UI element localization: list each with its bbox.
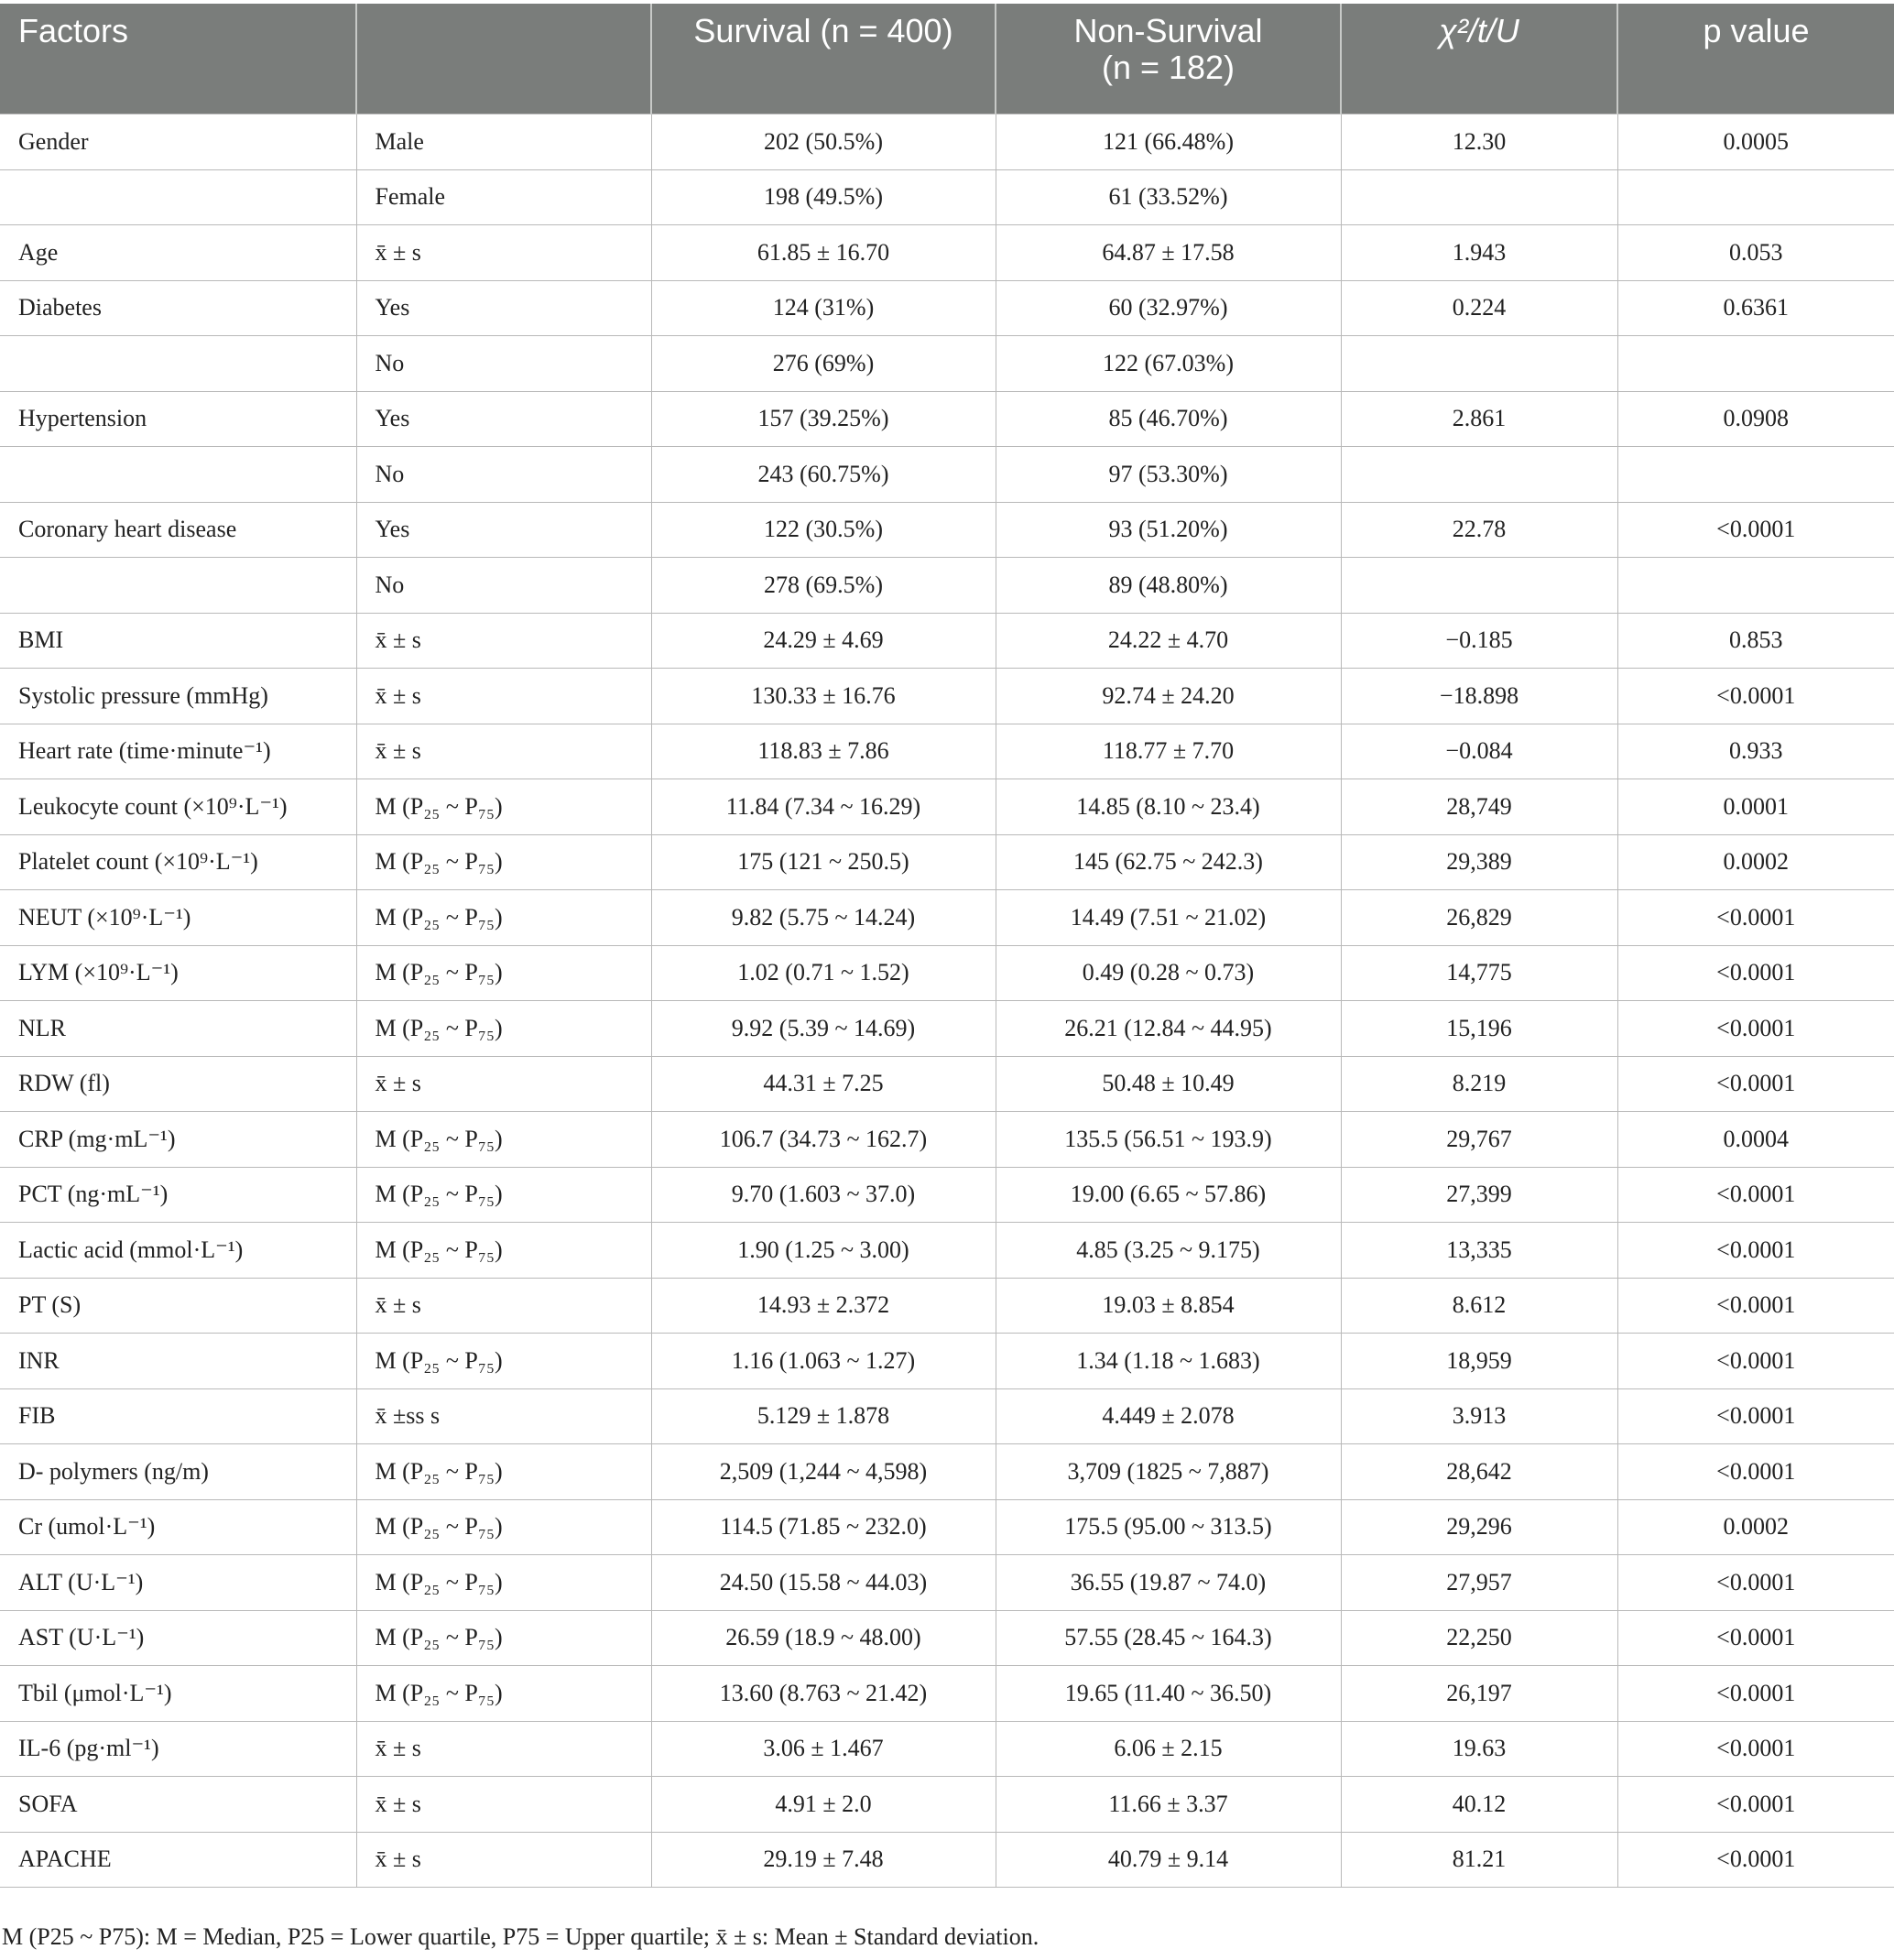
statistic-cell: 1.943 bbox=[1341, 225, 1617, 281]
factor-cell: PT (S) bbox=[0, 1278, 356, 1334]
factor-cell: D- polymers (ng/m) bbox=[0, 1444, 356, 1500]
statistic-cell: 0.224 bbox=[1341, 280, 1617, 336]
p-value-cell: <0.0001 bbox=[1617, 502, 1894, 558]
p-value-cell: 0.0908 bbox=[1617, 391, 1894, 447]
statistic-cell: 12.30 bbox=[1341, 114, 1617, 170]
measure-cell: M (P₂₅ ~ P₇₅) bbox=[356, 1223, 651, 1279]
survival-cell: 2,509 (1,244 ~ 4,598) bbox=[651, 1444, 996, 1500]
factor-cell: NEUT (×10⁹·L⁻¹) bbox=[0, 890, 356, 946]
p-value-cell: 0.0002 bbox=[1617, 1499, 1894, 1555]
statistic-cell bbox=[1341, 169, 1617, 225]
header-non-survival-line1: Non-Survival bbox=[1073, 12, 1263, 49]
table-row bbox=[0, 613, 1894, 669]
table-row bbox=[0, 779, 1894, 835]
factor-cell: Systolic pressure (mmHg) bbox=[0, 669, 356, 724]
measure-cell: Yes bbox=[356, 280, 651, 336]
table-row bbox=[0, 225, 1894, 281]
p-value-cell bbox=[1617, 336, 1894, 392]
statistic-cell: −0.084 bbox=[1341, 724, 1617, 779]
table-row bbox=[0, 1056, 1894, 1112]
table-row bbox=[0, 1223, 1894, 1279]
non-survival-cell: 145 (62.75 ~ 242.3) bbox=[996, 834, 1341, 890]
non-survival-cell: 1.34 (1.18 ~ 1.683) bbox=[996, 1334, 1341, 1389]
table-row bbox=[0, 502, 1894, 558]
p-value-cell: <0.0001 bbox=[1617, 1056, 1894, 1112]
statistic-cell: 26,829 bbox=[1341, 890, 1617, 946]
non-survival-cell: 4.85 (3.25 ~ 9.175) bbox=[996, 1223, 1341, 1279]
non-survival-cell: 3,709 (1825 ~ 7,887) bbox=[996, 1444, 1341, 1500]
survival-cell: 1.90 (1.25 ~ 3.00) bbox=[651, 1223, 996, 1279]
measure-cell: Yes bbox=[356, 502, 651, 558]
non-survival-cell: 0.49 (0.28 ~ 0.73) bbox=[996, 945, 1341, 1001]
p-value-cell: <0.0001 bbox=[1617, 1167, 1894, 1223]
p-value-cell: <0.0001 bbox=[1617, 1777, 1894, 1833]
statistic-cell: 2.861 bbox=[1341, 391, 1617, 447]
table-row bbox=[0, 834, 1894, 890]
p-value-cell: <0.0001 bbox=[1617, 1444, 1894, 1500]
table-row bbox=[0, 1278, 1894, 1334]
survival-cell: 1.16 (1.063 ~ 1.27) bbox=[651, 1334, 996, 1389]
table-row bbox=[0, 1388, 1894, 1444]
survival-cell: 202 (50.5%) bbox=[651, 114, 996, 170]
non-survival-cell: 19.03 ± 8.854 bbox=[996, 1278, 1341, 1334]
table-row bbox=[0, 1444, 1894, 1500]
measure-cell: M (P₂₅ ~ P₇₅) bbox=[356, 1499, 651, 1555]
factor-cell: Age bbox=[0, 225, 356, 281]
factor-cell: NLR bbox=[0, 1001, 356, 1057]
measure-cell: M (P₂₅ ~ P₇₅) bbox=[356, 890, 651, 946]
table-row bbox=[0, 1167, 1894, 1223]
factor-cell: Hypertension bbox=[0, 391, 356, 447]
results-table bbox=[0, 4, 1894, 1888]
p-value-cell: 0.0004 bbox=[1617, 1112, 1894, 1168]
factor-cell: AST (U·L⁻¹) bbox=[0, 1610, 356, 1666]
statistic-cell: 13,335 bbox=[1341, 1223, 1617, 1279]
measure-cell: No bbox=[356, 558, 651, 614]
survival-cell: 278 (69.5%) bbox=[651, 558, 996, 614]
survival-cell: 4.91 ± 2.0 bbox=[651, 1777, 996, 1833]
table-row bbox=[0, 890, 1894, 946]
p-value-cell bbox=[1617, 447, 1894, 503]
table-row bbox=[0, 1112, 1894, 1168]
survival-cell: 5.129 ± 1.878 bbox=[651, 1388, 996, 1444]
header-p-value: p value bbox=[1617, 4, 1894, 114]
survival-cell: 114.5 (71.85 ~ 232.0) bbox=[651, 1499, 996, 1555]
measure-cell: x̄ ± s bbox=[356, 669, 651, 724]
factor-cell: CRP (mg·mL⁻¹) bbox=[0, 1112, 356, 1168]
statistic-cell: 29,296 bbox=[1341, 1499, 1617, 1555]
survival-cell: 24.50 (15.58 ~ 44.03) bbox=[651, 1555, 996, 1611]
p-value-cell: 0.6361 bbox=[1617, 280, 1894, 336]
table-row bbox=[0, 1555, 1894, 1611]
survival-cell: 198 (49.5%) bbox=[651, 169, 996, 225]
non-survival-cell: 14.85 (8.10 ~ 23.4) bbox=[996, 779, 1341, 835]
factor-cell: FIB bbox=[0, 1388, 356, 1444]
measure-cell: Female bbox=[356, 169, 651, 225]
measure-cell: x̄ ± s bbox=[356, 1832, 651, 1888]
factor-cell: PCT (ng·mL⁻¹) bbox=[0, 1167, 356, 1223]
statistic-cell: 40.12 bbox=[1341, 1777, 1617, 1833]
measure-cell: No bbox=[356, 336, 651, 392]
non-survival-cell: 19.65 (11.40 ~ 36.50) bbox=[996, 1666, 1341, 1722]
non-survival-cell: 93 (51.20%) bbox=[996, 502, 1341, 558]
statistic-cell: 27,399 bbox=[1341, 1167, 1617, 1223]
non-survival-cell: 175.5 (95.00 ~ 313.5) bbox=[996, 1499, 1341, 1555]
survival-cell: 118.83 ± 7.86 bbox=[651, 724, 996, 779]
statistic-cell: 28,642 bbox=[1341, 1444, 1617, 1500]
p-value-cell: <0.0001 bbox=[1617, 1666, 1894, 1722]
non-survival-cell: 118.77 ± 7.70 bbox=[996, 724, 1341, 779]
survival-cell: 124 (31%) bbox=[651, 280, 996, 336]
statistic-cell: 26,197 bbox=[1341, 1666, 1617, 1722]
table-row bbox=[0, 169, 1894, 225]
header-non-survival bbox=[996, 4, 1341, 114]
table-row bbox=[0, 280, 1894, 336]
measure-cell: x̄ ± s bbox=[356, 613, 651, 669]
table-row bbox=[0, 724, 1894, 779]
non-survival-cell: 85 (46.70%) bbox=[996, 391, 1341, 447]
measure-cell: x̄ ± s bbox=[356, 1721, 651, 1777]
header-row bbox=[0, 4, 1894, 114]
table-row bbox=[0, 1721, 1894, 1777]
factor-cell: Cr (umol·L⁻¹) bbox=[0, 1499, 356, 1555]
table-row bbox=[0, 336, 1894, 392]
measure-cell: M (P₂₅ ~ P₇₅) bbox=[356, 1167, 651, 1223]
measure-cell: M (P₂₅ ~ P₇₅) bbox=[356, 1610, 651, 1666]
statistic-cell: 3.913 bbox=[1341, 1388, 1617, 1444]
table-row bbox=[0, 1832, 1894, 1888]
non-survival-cell: 57.55 (28.45 ~ 164.3) bbox=[996, 1610, 1341, 1666]
p-value-cell: <0.0001 bbox=[1617, 669, 1894, 724]
survival-cell: 9.70 (1.603 ~ 37.0) bbox=[651, 1167, 996, 1223]
p-value-cell: <0.0001 bbox=[1617, 1610, 1894, 1666]
non-survival-cell: 122 (67.03%) bbox=[996, 336, 1341, 392]
measure-cell: x̄ ± s bbox=[356, 1777, 651, 1833]
measure-cell: M (P₂₅ ~ P₇₅) bbox=[356, 1666, 651, 1722]
factor-cell: SOFA bbox=[0, 1777, 356, 1833]
non-survival-cell: 14.49 (7.51 ~ 21.02) bbox=[996, 890, 1341, 946]
factor-cell: INR bbox=[0, 1334, 356, 1389]
table-row bbox=[0, 1777, 1894, 1833]
non-survival-cell: 4.449 ± 2.078 bbox=[996, 1388, 1341, 1444]
p-value-cell: 0.0005 bbox=[1617, 114, 1894, 170]
p-value-cell: <0.0001 bbox=[1617, 1721, 1894, 1777]
table-header bbox=[0, 4, 1894, 114]
statistic-cell: 14,775 bbox=[1341, 945, 1617, 1001]
factor-cell: BMI bbox=[0, 613, 356, 669]
p-value-cell: <0.0001 bbox=[1617, 945, 1894, 1001]
measure-cell: x̄ ± s bbox=[356, 1056, 651, 1112]
table-row bbox=[0, 1610, 1894, 1666]
factor-cell: Heart rate (time·minute⁻¹) bbox=[0, 724, 356, 779]
survival-cell: 11.84 (7.34 ~ 16.29) bbox=[651, 779, 996, 835]
measure-cell: x̄ ± s bbox=[356, 225, 651, 281]
statistic-cell bbox=[1341, 447, 1617, 503]
table-row bbox=[0, 558, 1894, 614]
p-value-cell: 0.853 bbox=[1617, 613, 1894, 669]
statistic-cell: 15,196 bbox=[1341, 1001, 1617, 1057]
measure-cell: x̄ ±ss s bbox=[356, 1388, 651, 1444]
non-survival-cell: 64.87 ± 17.58 bbox=[996, 225, 1341, 281]
p-value-cell: <0.0001 bbox=[1617, 890, 1894, 946]
measure-cell: M (P₂₅ ~ P₇₅) bbox=[356, 834, 651, 890]
statistic-cell: 18,959 bbox=[1341, 1334, 1617, 1389]
factor-cell: IL-6 (pg·ml⁻¹) bbox=[0, 1721, 356, 1777]
p-value-cell: <0.0001 bbox=[1617, 1278, 1894, 1334]
non-survival-cell: 40.79 ± 9.14 bbox=[996, 1832, 1341, 1888]
table-row bbox=[0, 447, 1894, 503]
measure-cell: M (P₂₅ ~ P₇₅) bbox=[356, 1555, 651, 1611]
survival-cell: 157 (39.25%) bbox=[651, 391, 996, 447]
survival-cell: 130.33 ± 16.76 bbox=[651, 669, 996, 724]
non-survival-cell: 89 (48.80%) bbox=[996, 558, 1341, 614]
p-value-cell bbox=[1617, 169, 1894, 225]
statistic-cell: 22.78 bbox=[1341, 502, 1617, 558]
p-value-cell: 0.0002 bbox=[1617, 834, 1894, 890]
survival-cell: 243 (60.75%) bbox=[651, 447, 996, 503]
survival-cell: 26.59 (18.9 ~ 48.00) bbox=[651, 1610, 996, 1666]
p-value-cell bbox=[1617, 558, 1894, 614]
non-survival-cell: 24.22 ± 4.70 bbox=[996, 613, 1341, 669]
factor-cell: Leukocyte count (×10⁹·L⁻¹) bbox=[0, 779, 356, 835]
non-survival-cell: 61 (33.52%) bbox=[996, 169, 1341, 225]
statistic-cell: 28,749 bbox=[1341, 779, 1617, 835]
measure-cell: M (P₂₅ ~ P₇₅) bbox=[356, 1001, 651, 1057]
survival-cell: 9.92 (5.39 ~ 14.69) bbox=[651, 1001, 996, 1057]
header-factors: Factors bbox=[0, 4, 356, 114]
non-survival-cell: 97 (53.30%) bbox=[996, 447, 1341, 503]
measure-cell: No bbox=[356, 447, 651, 503]
statistic-cell: 19.63 bbox=[1341, 1721, 1617, 1777]
factor-cell: RDW (fl) bbox=[0, 1056, 356, 1112]
non-survival-cell: 60 (32.97%) bbox=[996, 280, 1341, 336]
factor-cell: Diabetes bbox=[0, 280, 356, 336]
non-survival-cell: 121 (66.48%) bbox=[996, 114, 1341, 170]
measure-cell: M (P₂₅ ~ P₇₅) bbox=[356, 779, 651, 835]
table-row bbox=[0, 669, 1894, 724]
table-row bbox=[0, 1499, 1894, 1555]
measure-cell: x̄ ± s bbox=[356, 1278, 651, 1334]
survival-cell: 24.29 ± 4.69 bbox=[651, 613, 996, 669]
factor-cell: LYM (×10⁹·L⁻¹) bbox=[0, 945, 356, 1001]
survival-cell: 13.60 (8.763 ~ 21.42) bbox=[651, 1666, 996, 1722]
measure-cell: M (P₂₅ ~ P₇₅) bbox=[356, 1112, 651, 1168]
p-value-cell: 0.933 bbox=[1617, 724, 1894, 779]
header-survival: Survival (n = 400) bbox=[651, 4, 996, 114]
survival-cell: 1.02 (0.71 ~ 1.52) bbox=[651, 945, 996, 1001]
p-value-cell: 0.0001 bbox=[1617, 779, 1894, 835]
factor-cell: Tbil (μmol·L⁻¹) bbox=[0, 1666, 356, 1722]
factor-cell: ALT (U·L⁻¹) bbox=[0, 1555, 356, 1611]
table-row bbox=[0, 114, 1894, 170]
statistic-cell: 29,767 bbox=[1341, 1112, 1617, 1168]
non-survival-cell: 19.00 (6.65 ~ 57.86) bbox=[996, 1167, 1341, 1223]
measure-cell: M (P₂₅ ~ P₇₅) bbox=[356, 1334, 651, 1389]
non-survival-cell: 6.06 ± 2.15 bbox=[996, 1721, 1341, 1777]
table-row bbox=[0, 391, 1894, 447]
statistic-cell: 29,389 bbox=[1341, 834, 1617, 890]
statistic-cell: 81.21 bbox=[1341, 1832, 1617, 1888]
statistic-cell: 22,250 bbox=[1341, 1610, 1617, 1666]
non-survival-cell: 26.21 (12.84 ~ 44.95) bbox=[996, 1001, 1341, 1057]
non-survival-cell: 11.66 ± 3.37 bbox=[996, 1777, 1341, 1833]
survival-cell: 61.85 ± 16.70 bbox=[651, 225, 996, 281]
statistic-cell bbox=[1341, 558, 1617, 614]
p-value-cell: <0.0001 bbox=[1617, 1001, 1894, 1057]
table-row bbox=[0, 945, 1894, 1001]
table-row bbox=[0, 1334, 1894, 1389]
factor-cell: Lactic acid (mmol·L⁻¹) bbox=[0, 1223, 356, 1279]
statistic-cell bbox=[1341, 336, 1617, 392]
measure-cell: M (P₂₅ ~ P₇₅) bbox=[356, 1444, 651, 1500]
p-value-cell: <0.0001 bbox=[1617, 1334, 1894, 1389]
measure-cell: Yes bbox=[356, 391, 651, 447]
measure-cell: x̄ ± s bbox=[356, 724, 651, 779]
table-row bbox=[0, 1001, 1894, 1057]
statistic-cell: 27,957 bbox=[1341, 1555, 1617, 1611]
factor-cell bbox=[0, 336, 356, 392]
survival-cell: 106.7 (34.73 ~ 162.7) bbox=[651, 1112, 996, 1168]
factor-cell: Gender bbox=[0, 114, 356, 170]
survival-cell: 44.31 ± 7.25 bbox=[651, 1056, 996, 1112]
survival-cell: 276 (69%) bbox=[651, 336, 996, 392]
non-survival-cell: 135.5 (56.51 ~ 193.9) bbox=[996, 1112, 1341, 1168]
p-value-cell: 0.053 bbox=[1617, 225, 1894, 281]
survival-cell: 14.93 ± 2.372 bbox=[651, 1278, 996, 1334]
factor-cell bbox=[0, 447, 356, 503]
non-survival-cell: 36.55 (19.87 ~ 74.0) bbox=[996, 1555, 1341, 1611]
factor-cell bbox=[0, 558, 356, 614]
p-value-cell: <0.0001 bbox=[1617, 1555, 1894, 1611]
factor-cell: Platelet count (×10⁹·L⁻¹) bbox=[0, 834, 356, 890]
statistic-cell: −18.898 bbox=[1341, 669, 1617, 724]
non-survival-cell: 92.74 ± 24.20 bbox=[996, 669, 1341, 724]
p-value-cell: <0.0001 bbox=[1617, 1832, 1894, 1888]
table-row bbox=[0, 1666, 1894, 1722]
p-value-cell: <0.0001 bbox=[1617, 1223, 1894, 1279]
factor-cell: APACHE bbox=[0, 1832, 356, 1888]
measure-cell: Male bbox=[356, 114, 651, 170]
survival-cell: 9.82 (5.75 ~ 14.24) bbox=[651, 890, 996, 946]
survival-cell: 29.19 ± 7.48 bbox=[651, 1832, 996, 1888]
table-body bbox=[0, 114, 1894, 1888]
survival-cell: 3.06 ± 1.467 bbox=[651, 1721, 996, 1777]
non-survival-cell: 50.48 ± 10.49 bbox=[996, 1056, 1341, 1112]
header-non-survival-line2: (n = 182) bbox=[1101, 49, 1235, 86]
statistic-cell: 8.219 bbox=[1341, 1056, 1617, 1112]
statistic-cell: 8.612 bbox=[1341, 1278, 1617, 1334]
measure-cell: M (P₂₅ ~ P₇₅) bbox=[356, 945, 651, 1001]
table-footnote: M (P25 ~ P75): M = Median, P25 = Lower quartile, P75 = Upper quartile; x̄ ± s: Mean ± Standard deviation. bbox=[2, 1923, 1040, 1950]
survival-cell: 175 (121 ~ 250.5) bbox=[651, 834, 996, 890]
survival-cell: 122 (30.5%) bbox=[651, 502, 996, 558]
header-measure bbox=[356, 4, 651, 114]
header-statistic: χ²/t/U bbox=[1341, 4, 1617, 114]
factor-cell: Coronary heart disease bbox=[0, 502, 356, 558]
statistic-cell: −0.185 bbox=[1341, 613, 1617, 669]
results-table-container bbox=[0, 4, 1894, 1888]
factor-cell bbox=[0, 169, 356, 225]
p-value-cell: <0.0001 bbox=[1617, 1388, 1894, 1444]
